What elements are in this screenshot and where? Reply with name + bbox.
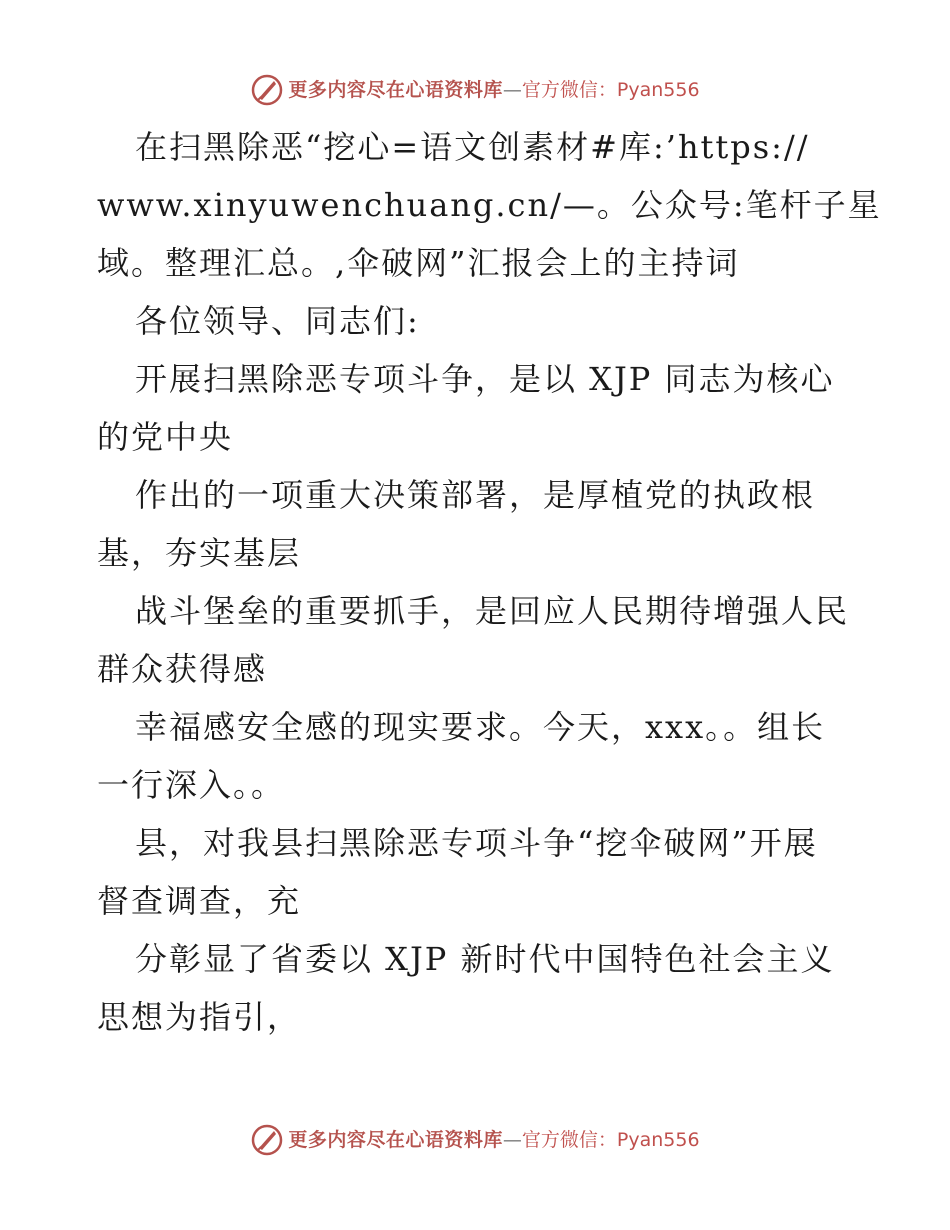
text-line: 分彰显了省委以 XJP 新时代中国特色社会主义 [135, 940, 835, 978]
banner-wechat-text: 官方微信：Pyan556 [521, 1129, 700, 1151]
text-line: 基，夯实基层 [97, 534, 302, 572]
text-line: 县，对我县扫黑除恶专项斗争“挖伞破网”开展 [135, 824, 818, 862]
text-line: 群众获得感 [97, 650, 268, 688]
quill-pen-logo-icon [250, 1123, 284, 1157]
text-line: 一行深入。。 [97, 766, 286, 804]
banner-separator: — [502, 1129, 522, 1151]
salutation: 各位领导、同志们: [135, 302, 420, 340]
text-line: 战斗堡垒的重要抓手，是回应人民期待增强人民 [135, 592, 850, 630]
text-line: 督查调查，充 [97, 882, 302, 920]
banner-separator: — [502, 79, 522, 101]
text-line: 在扫黑除恶“挖心=语文创素材#库:’https:// [135, 128, 810, 166]
quill-pen-logo-icon [250, 73, 284, 107]
text-line: 域。整理汇总。,伞破网”汇报会上的主持词 [97, 244, 740, 282]
text-line: 作出的一项重大决策部署，是厚植党的执政根 [135, 476, 816, 514]
header-banner [0, 70, 950, 110]
text-line: 幸福感安全感的现实要求。今天，xxx。。组长 [135, 708, 826, 746]
banner-brand-text: 更多内容尽在心语资料库 [288, 79, 503, 101]
document-body [97, 118, 882, 1046]
footer-banner [0, 1120, 950, 1160]
text-line: 思想为指引， [97, 998, 302, 1036]
text-line: 的党中央 [97, 418, 234, 456]
text-line: www.xinyuwenchuang.cn/—。公众号:笔杆子星 [97, 186, 882, 224]
banner-brand-text: 更多内容尽在心语资料库 [288, 1129, 503, 1151]
text-line: 开展扫黑除恶专项斗争，是以 XJP 同志为核心 [135, 360, 835, 398]
banner-wechat-text: 官方微信：Pyan556 [521, 79, 700, 101]
